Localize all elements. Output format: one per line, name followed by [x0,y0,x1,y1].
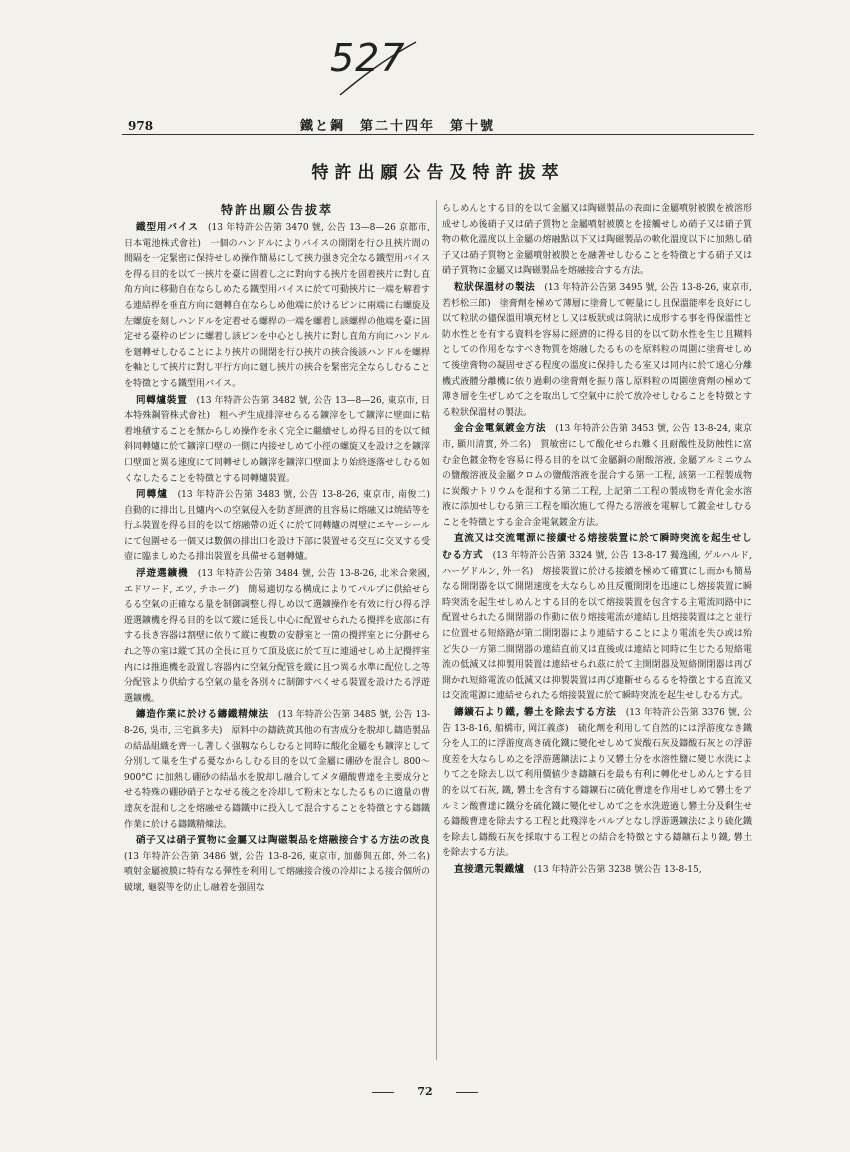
entry-title: 鑄造作業に於ける鑄鐵精煉法 [136,709,269,721]
page-number-bottom: 72 [417,1085,433,1098]
footer-dash-right [456,1092,478,1093]
patent-entry [442,705,752,862]
entry-meta: (13 年特許公告第 3486 號, 公告 13-8-26, 東京市, 加藤與五郎, 外二名) [124,851,430,862]
entry-title: 直流又は交流電源に接續せる熔接裝置に於て瞬時突流を起生せしむる方式 [442,533,752,562]
page-title: 特許出願公告及特許拔萃 [311,163,565,183]
entry-meta: (13 年特許公告第 3495 號, 公告 13-8-26, 東京市, 若杉松三郎) [442,282,752,309]
entry-meta: (13 年特許公告第 3485 號, 公告 13-8-26, 吳市, 三宅眞多夫) [124,710,430,736]
header-rule [122,134,754,135]
patent-entry [124,220,430,393]
entry-meta: (13 年特許公告第 3483 號, 公告 13-8-26, 東京市, 南俊二) [177,490,430,501]
entry-title: 同轉爐 [136,489,169,501]
entry-meta: (13 年特許公告第 3376 號, 公告 13-8-16, 船橋市, 岡江義彥) [442,708,752,734]
footer-dash-left [372,1092,394,1093]
patent-entry [124,707,430,833]
entry-body: 噴射金屬被膜に特有なる彈性を利用して熔融接合後の冷却による接合個所の破壞, 龜裂等を防止し融着を强固な [124,867,430,893]
entry-body: 粗ヘヂ生成排滓せらるる鑛滓をして鑛滓に壁面に粘着堆積することを無からしめ操作を永く完全に繼續せしめ得る目的を以て傾斜同轉爐に於て鑛滓口壁の一側に内接せしめて小徑の螺旋又を設け之を鑛滓口壁面と異る速度にて同轉せしめ鑛滓を鑛滓口壁面より始終逐落せしむる如くなしたることを特徴とする同轉爐裝置。 [124,411,430,484]
entry-title: 硝子又は硝子質物に金屬又は陶磁製品を熔融接合する方法の改良 [136,835,430,847]
entry-body: 原料中の鑄銑黄其他の有害成分を脫却し鑄造製品の結晶組織を齊一し著しく强靱ならしむると同時に酸化金屬をも鑛滓として分別して巢を生ずる憂なからしむる目的を以て金屬に硼砂を混合し 800～900°C に加熱し硼砂の結晶水を脫却し融合してメタ硼酸曹達を主要成分とせる特殊の硼砂硝子となせる後之を冷却して粉末となしたるものに適量の曹達灰を混和し之を熔融せる鑄鐵中に投入して混合することを特徴とする鑄鐵作業に於ける鑄鐵精煉法。 [124,726,430,830]
column-divider [436,200,437,1060]
entry-body: 硫化劑を利用して自然的には浮游度なき鐵分を人工的に浮游度高き硫化鐵に變化せしめて炭酸石灰及鑄酸石灰との浮游度差を大ならしめ之を浮游選鑛法により又礬土分を水溶性鹽に變じ水洗によりて之を除去し以て利用價値少き鑄鑛石を最も有利に轉化せしめんとする目的を以て石灰, 鐵, 礬土を含有する鑄鑛石に硫化曹達を作用せしめて礬土をアルミン酸曹達に鐵分を硫化鐵に變化せしめて之を水洗遊過し礬土分及剩生せる鑄酸曹達を除去する工程と此殘滓をパルプとなし浮游選鑛法により硫化鐵を除去し鑄酸石灰を採取する工程との結合を特徴とする鑄鑛石より鐵, 礬土を除去する方法。 [442,723,752,859]
right-column [442,202,752,1057]
patent-entry [124,393,430,488]
patent-entry [124,833,430,896]
entry-title: 鑄鑛石より鐵, 礬土を除去する方法 [454,707,617,718]
patent-entry [442,421,752,531]
entry-title: 直接還元製鐵爐 [454,863,525,875]
page-number-top: 978 [128,119,154,133]
entry-body: 熔接裝置に於ける接續を極めて確實にし而かも簡易なる開閉器を以て開閉速度を大ならしめ且反覆開閉を迅速にし熔接裝置に瞬時突流を起生せしめんとする目的を以て熔接裝置を包含する主電流同路中に配置せられたる開閉器の作動に依り熔接電流が連結し且熔接裝置は之と並行に位置せる短絡路が第二開閉器により連結することにより電流を失ひ或は殆ど失ひ一方第二開閉器の連結直前又は直後或は連結と同時に生じたる短絡電流の低減又は抑製用裝置は連結せられ茲に於て主開閉器及短絡開閉器は再び開かれ短絡電流の低減又は抑製裝置は再び連斷せらるるを特徴とする直流又は交流電源に連結せられたる熔接裝置に於て瞬時突流を起生せしむる方式。 [442,566,752,702]
entry-meta: (13 年特許公告第 3453 號, 公告 13-8-24, 東京市, 顯川清實, 外二名) [442,424,752,450]
entry-meta: (13 年特許公告第 3470 號, 公告 13—8—26 京都市, 日本電池株式會社) [124,223,430,249]
entry-title: 鐵型用バイス [136,222,199,233]
patent-entry [442,280,752,421]
right-entry-list [442,202,752,879]
patent-entry [442,531,752,705]
entry-body: らしめんとする目的を以て金屬又は陶磁製品の表面に金屬噴射被膜を被溶形成せしめ後硝子又は硝子質物と金屬噴射被膜とを接觸せしめ硝子又は硝子質物の軟化溫度以上金屬の熔融點以下又は陶磁製品の軟化溫度以下に加熱し硝子又は硝子質物と金屬噴射被膜とを融著せしむることを特徴とする硝子又は硝子質物に金屬又は陶磁製品を熔融接合する方法。 [442,204,752,277]
entry-meta: (13 年特許公告第 3482 號, 公告 13—8—26, 東京市, 日本特殊鋼管株式會社) [124,395,430,422]
patent-entry [442,202,752,280]
patent-entry [124,487,430,566]
entry-meta: (13 年特許公告第 3238 號公告 13-8-15, [533,864,702,875]
entry-title: 浮遊選鑛機 [136,568,189,580]
left-entry-list [124,220,430,897]
entry-body: 塗膏劑を極めて薄層に塗膏して輕量にし且保溫能率を良好にし以て粒狀の儘保溫用塡充材とし又は板狀或は筒狀に成形する事を得保溫性と防水性とを有する資料を容易に經濟的に得る目的を以て防水性を生じ且糊料としての作用をなすべき物質を熔融したるものを原料粒の周圍に塗膏せしめて後塗膏物の凝固せざる程度の溫度に保持したる室又は同内に於て遠心分離機式液體分離機に依り過剩の塗膏劑を振り落し原料粒の周圍塗膏劑の極めて薄き層を生ぜしめて之を取出して空氣中に於て放冷せしむることを特徴とする粒狀保溫材の製法。 [442,298,752,418]
patent-entry [442,862,752,879]
section-title: 特許出願公告拔萃 [220,203,333,217]
entry-body: 質敏密にして酸化せられ難く且耐酸性及防蝕性に富む金色鍍金物を容易に得る目的を以て金屬銅の耐酸溶液, 金屬アルミニウムの鹽酸溶液及金屬クロムの鹽酸溶液を混合する第一工程, 該第一工程製成物に炭酸ナトリウムを混和する第二工程, 上記第二工程の製成物を青化金水溶液に添加せしむる第三工程を順次施して得たる溶液を電解して鍍金せしむることを特徴とする金合金電氣鍍金方法。 [442,439,752,528]
entry-title: 粒狀保溫材の製法 [454,281,536,293]
entry-title: 金合金電氣鍍金方法 [454,423,547,435]
entry-body: 一個のハンドルによりバイスの開閉を行ひ且挾片間の間隔を一定緊密に保持せしめ操作簡易にして挾力强き完全なる鐵型用バイスを得る目的を以て一挾片を臺に固着し之に對向する挾片を固着挾片に對し直角方向に移動自在ならしめたる鐵型用バイスに於て可動挾片に一端を解着する連結桿を垂直方向に廻轉自在ならしめ他端に於けるピンに兩端に右螺旋及左螺旋を刻しハンドルを定着せる螺桿の一端を螺着し該螺桿の他端を臺に固定せる臺枠のピンに螺着し該ピンを中心とし挾片に對し直角方向にハンドルを廻轉せしむることにより挾片の開閉を行ひ挾片の挾合後該ハンドルを螺桿を軸として挾片に對し平行方向に廻し挾片の挾合を緊密完全ならしむることを特徴とする鐵型用バイス。 [124,238,430,389]
patent-entry [124,566,430,707]
left-column [124,202,430,1057]
annotation-stroke [338,40,428,100]
handwritten-annotation: 527 [330,36,406,80]
entry-body: 簡易適切なる構成によりてパルプに供給せらるる空氣の正確なる量を制御調整し得しめ以て選鑛操作を有效に行ひ得る浮遊選鑛機を得る目的を以て縱に延長し中心に配置せられたる攪拌を底部に有する長き容器は割壁に依りて縱に複數の安靜室と一箇の攪拌室とに分劃せられ之等の室は縱て其の全長に亘りて頂及底に於て互に連通せしめ上記攪拌室内には推進機を設置し容器内に空氣分配管を縱に且つ異る水準に配位し之等分配管より供給する空氣の量を各別々に制御すべくせる裝置を設けたる浮遊選鑛機。 [124,584,430,704]
entry-meta: (13 年特許公告第 3324 號, 公告 13-8-17 獨逸國, ゲルハルド, ハーゲドルン, 外一名) [442,551,752,577]
entry-meta: (13 年特許公告第 3484 號, 公告 13-8-26, 北米合衆國, エドワード, エツ, チホーグ) [124,569,430,595]
entry-title: 同轉爐裝置 [136,394,188,406]
running-head: 鐵と鋼 第二十四年 第十號 [300,119,496,134]
entry-body: 自動的に排出し且爐内への空氣侵入を防ぎ經濟的且容易に熔融又は燒結等を行ふ裝置を得る目的を以て熔融帶の近くに於て同轉爐の周壁にエヤーシールにて包圍せる一個又は數個の排出口を設け下部に裝置せる交互に交叉する受壺に臨ましめたる排出裝置を具備せる廻轉爐。 [124,505,430,563]
